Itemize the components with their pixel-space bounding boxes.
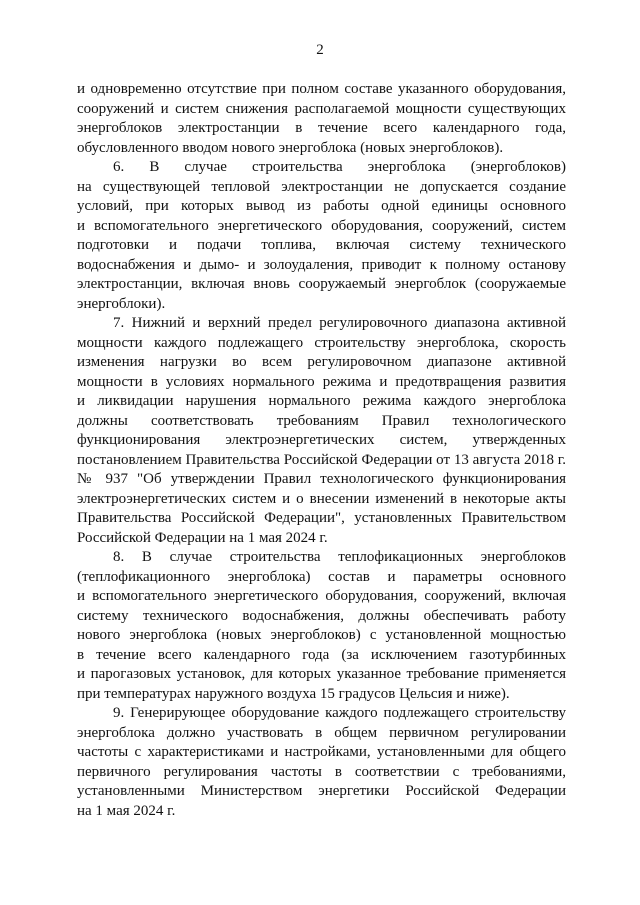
text-line: и одновременно отсутствие при полном составе указанного оборудования, [77,81,566,97]
text-line: обусловленного вводом нового энергоблока (новых энергоблоков). [77,139,504,156]
text-line: 7. Нижний и верхний предел регулировочного диапазона активной [113,315,566,331]
text-line: на существующей тепловой электростанции не допускается создание [77,178,566,195]
text-line: изменения нагрузки во всем регулировочном диапазоне активной [77,354,566,370]
text-line: энергоблоки). [77,295,166,312]
text-line: функционирования электроэнергетических систем, утвержденных [77,432,566,448]
paragraph [77,314,566,548]
text-line: Правительства Российской Федерации", установленных Правительством [77,510,566,526]
text-line: № 937 "Об утверждении Правил технологического функционирования [77,471,566,487]
page-number: 2 [316,42,324,58]
text-line: электростанции, включая вновь сооружаемый энергоблок (сооружаемые [77,276,566,292]
text-line: на 1 мая 2024 г. [77,802,176,819]
text-line: мощности каждого подлежащего строительству энергоблока, скорость [77,334,566,351]
text-line: и ликвидации нарушения нормального режима каждого энергоблока [77,393,566,409]
text-line: 6. В случае строительства энергоблока (энергоблоков) [113,159,566,175]
text-line: мощности в условиях нормального режима и предотвращения развития [77,373,566,390]
document-body [77,80,566,821]
text-line: условий, при которых вывод из работы одной единицы основного [77,198,566,214]
text-line: энергоблока должно участвовать в общем первичном регулировании [77,724,566,741]
text-line: 8. В случае строительства теплофикационных энергоблоков [113,549,566,565]
paragraph [77,704,566,821]
text-line: частоты с характеристиками и настройками, установленными для общего [77,744,566,760]
text-line: при температурах наружного воздуха 15 градусов Цельсия и ниже). [77,685,510,702]
text-line: (теплофикационного энергоблока) состав и параметры основного [77,568,566,585]
text-line: установленными Министерством энергетики Российской Федерации [77,783,566,799]
text-line: нового энергоблока (новых энергоблоков) с установленной мощностью [77,627,566,643]
text-line: сооружений и систем снижения располагаемой мощности существующих [77,100,566,117]
paragraph [77,548,566,704]
text-line: и парогазовых установок, для которых указанное требование применяется [77,666,566,682]
text-line: 9. Генерирующее оборудование каждого подлежащего строительству [113,705,566,721]
text-line: Российской Федерации на 1 мая 2024 г. [77,529,328,546]
text-line: подготовки и подачи топлива, включая систему технического [77,237,566,253]
text-line: водоснабжения и дымо- и золоудаления, приводит к полному останову [77,256,566,273]
text-line: и вспомогательного энергетического оборудования, сооружений, включая [77,588,566,604]
text-line: первичного регулирования частоты в соответствии с требованиями, [77,763,566,780]
text-line: электроэнергетических систем и о внесении изменений в некоторые акты [77,490,566,507]
text-line: должны соответствовать требованиям Правил технологического [77,412,566,429]
text-line: и вспомогательного энергетического оборудования, сооружений, систем [77,217,566,234]
paragraph [77,80,566,158]
paragraph [77,158,566,314]
text-line: в течение всего календарного года (за исключением газотурбинных [77,646,566,663]
text-line: постановлением Правительства Российской Федерации от 13 августа 2018 г. [77,451,566,468]
text-line: энергоблоков электростанции в течение всего календарного года, [77,120,566,136]
text-line: систему технического водоснабжения, должны обеспечивать работу [77,607,566,624]
